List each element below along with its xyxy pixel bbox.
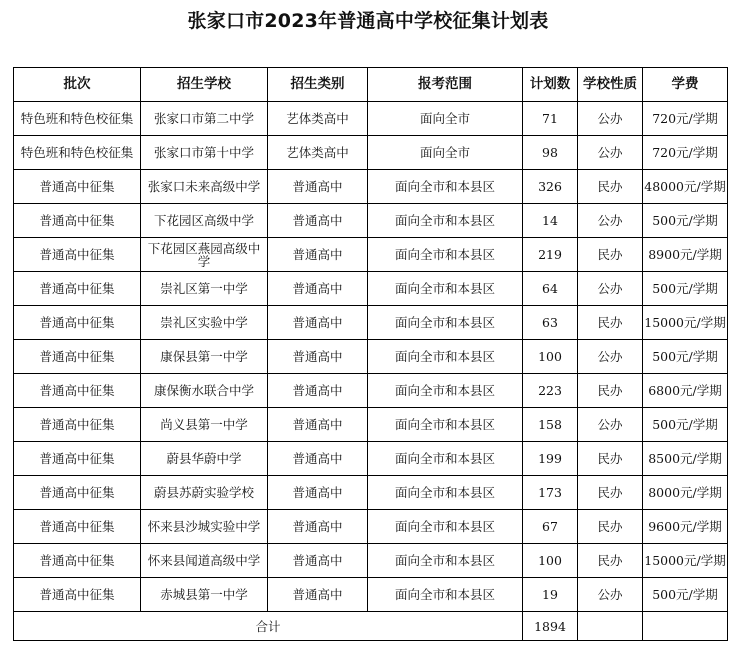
table-row bbox=[14, 102, 728, 136]
header-school-nature: 学校性质 bbox=[578, 68, 643, 102]
cell-plan-count: 173 bbox=[523, 476, 578, 510]
cell-plan-count: 19 bbox=[523, 578, 578, 612]
cell-batch: 普通高中征集 bbox=[14, 272, 141, 306]
cell-batch: 普通高中征集 bbox=[14, 408, 141, 442]
table-row bbox=[14, 340, 728, 374]
cell-category: 普通高中 bbox=[268, 272, 368, 306]
cell-plan-count: 14 bbox=[523, 204, 578, 238]
cell-school-nature: 民办 bbox=[578, 306, 643, 340]
cell-plan-count: 64 bbox=[523, 272, 578, 306]
cell-school-nature: 民办 bbox=[578, 170, 643, 204]
page-title: 张家口市2023年普通高中学校征集计划表 bbox=[187, 10, 549, 32]
cell-school-nature: 民办 bbox=[578, 238, 643, 272]
table-row bbox=[14, 136, 728, 170]
header-school: 招生学校 bbox=[141, 68, 268, 102]
cell-tuition: 500元/学期 bbox=[643, 578, 728, 612]
cell-school: 康保县第一中学 bbox=[141, 340, 268, 374]
cell-plan-count: 71 bbox=[523, 102, 578, 136]
cell-plan-count: 199 bbox=[523, 442, 578, 476]
cell-school-nature: 民办 bbox=[578, 510, 643, 544]
cell-school: 蔚县苏蔚实验学校 bbox=[141, 476, 268, 510]
cell-range: 面向全市和本县区 bbox=[368, 544, 523, 578]
cell-school-nature: 民办 bbox=[578, 442, 643, 476]
header-range: 报考范围 bbox=[368, 68, 523, 102]
table-row bbox=[14, 510, 728, 544]
cell-range: 面向全市和本县区 bbox=[368, 578, 523, 612]
cell-school: 尚义县第一中学 bbox=[141, 408, 268, 442]
cell-batch: 普通高中征集 bbox=[14, 374, 141, 408]
cell-tuition: 8500元/学期 bbox=[643, 442, 728, 476]
total-row bbox=[14, 612, 728, 641]
table-row bbox=[14, 306, 728, 340]
cell-school-nature: 民办 bbox=[578, 476, 643, 510]
cell-range: 面向全市和本县区 bbox=[368, 408, 523, 442]
cell-range: 面向全市和本县区 bbox=[368, 204, 523, 238]
cell-batch: 普通高中征集 bbox=[14, 578, 141, 612]
header-category: 招生类别 bbox=[268, 68, 368, 102]
cell-category: 普通高中 bbox=[268, 306, 368, 340]
table-header-row bbox=[14, 68, 728, 102]
cell-category: 艺体类高中 bbox=[268, 136, 368, 170]
cell-batch: 普通高中征集 bbox=[14, 510, 141, 544]
total-empty-nature bbox=[578, 612, 643, 641]
cell-range: 面向全市和本县区 bbox=[368, 476, 523, 510]
cell-category: 普通高中 bbox=[268, 408, 368, 442]
cell-plan-count: 158 bbox=[523, 408, 578, 442]
cell-plan-count: 63 bbox=[523, 306, 578, 340]
cell-school: 怀来县闻道高级中学 bbox=[141, 544, 268, 578]
cell-range: 面向全市和本县区 bbox=[368, 374, 523, 408]
cell-batch: 普通高中征集 bbox=[14, 476, 141, 510]
cell-school-nature: 公办 bbox=[578, 340, 643, 374]
table-row bbox=[14, 272, 728, 306]
cell-school-nature: 民办 bbox=[578, 374, 643, 408]
table-row bbox=[14, 442, 728, 476]
total-label: 合计 bbox=[14, 612, 523, 641]
table-row bbox=[14, 578, 728, 612]
cell-range: 面向全市和本县区 bbox=[368, 442, 523, 476]
cell-school: 崇礼区第一中学 bbox=[141, 272, 268, 306]
cell-batch: 普通高中征集 bbox=[14, 306, 141, 340]
cell-tuition: 500元/学期 bbox=[643, 204, 728, 238]
table-row bbox=[14, 408, 728, 442]
cell-range: 面向全市 bbox=[368, 102, 523, 136]
cell-tuition: 15000元/学期 bbox=[643, 544, 728, 578]
cell-school: 下花园区燕园高级中学 bbox=[141, 238, 268, 272]
cell-plan-count: 100 bbox=[523, 340, 578, 374]
cell-batch: 普通高中征集 bbox=[14, 340, 141, 374]
cell-tuition: 500元/学期 bbox=[643, 272, 728, 306]
cell-tuition: 48000元/学期 bbox=[643, 170, 728, 204]
cell-batch: 普通高中征集 bbox=[14, 544, 141, 578]
total-empty-tuition bbox=[643, 612, 728, 641]
cell-plan-count: 100 bbox=[523, 544, 578, 578]
cell-tuition: 9600元/学期 bbox=[643, 510, 728, 544]
cell-range: 面向全市和本县区 bbox=[368, 170, 523, 204]
cell-category: 普通高中 bbox=[268, 340, 368, 374]
cell-tuition: 500元/学期 bbox=[643, 340, 728, 374]
cell-school-nature: 公办 bbox=[578, 136, 643, 170]
table-row bbox=[14, 476, 728, 510]
cell-category: 普通高中 bbox=[268, 170, 368, 204]
table-row bbox=[14, 374, 728, 408]
cell-category: 普通高中 bbox=[268, 238, 368, 272]
enrollment-plan-table bbox=[13, 67, 728, 641]
cell-school-nature: 公办 bbox=[578, 102, 643, 136]
cell-school-nature: 公办 bbox=[578, 578, 643, 612]
cell-school: 崇礼区实验中学 bbox=[141, 306, 268, 340]
cell-batch: 普通高中征集 bbox=[14, 238, 141, 272]
cell-tuition: 6800元/学期 bbox=[643, 374, 728, 408]
table-row bbox=[14, 544, 728, 578]
total-plan-count: 1894 bbox=[523, 612, 578, 641]
cell-batch: 特色班和特色校征集 bbox=[14, 136, 141, 170]
cell-school-nature: 公办 bbox=[578, 272, 643, 306]
header-tuition: 学费 bbox=[643, 68, 728, 102]
cell-school: 康保衡水联合中学 bbox=[141, 374, 268, 408]
cell-school-nature: 公办 bbox=[578, 204, 643, 238]
cell-school-nature: 民办 bbox=[578, 544, 643, 578]
cell-category: 普通高中 bbox=[268, 544, 368, 578]
cell-tuition: 8000元/学期 bbox=[643, 476, 728, 510]
header-batch: 批次 bbox=[14, 68, 141, 102]
cell-school: 赤城县第一中学 bbox=[141, 578, 268, 612]
cell-category: 普通高中 bbox=[268, 374, 368, 408]
table-row bbox=[14, 238, 728, 272]
cell-batch: 普通高中征集 bbox=[14, 204, 141, 238]
cell-school: 张家口未来高级中学 bbox=[141, 170, 268, 204]
cell-school: 下花园区高级中学 bbox=[141, 204, 268, 238]
cell-tuition: 15000元/学期 bbox=[643, 306, 728, 340]
cell-school: 蔚县华蔚中学 bbox=[141, 442, 268, 476]
cell-category: 普通高中 bbox=[268, 476, 368, 510]
cell-category: 普通高中 bbox=[268, 204, 368, 238]
cell-tuition: 8900元/学期 bbox=[643, 238, 728, 272]
cell-tuition: 720元/学期 bbox=[643, 136, 728, 170]
cell-plan-count: 67 bbox=[523, 510, 578, 544]
cell-school-nature: 公办 bbox=[578, 408, 643, 442]
cell-batch: 特色班和特色校征集 bbox=[14, 102, 141, 136]
cell-range: 面向全市和本县区 bbox=[368, 510, 523, 544]
cell-range: 面向全市 bbox=[368, 136, 523, 170]
cell-range: 面向全市和本县区 bbox=[368, 340, 523, 374]
cell-tuition: 720元/学期 bbox=[643, 102, 728, 136]
table-row bbox=[14, 204, 728, 238]
cell-plan-count: 98 bbox=[523, 136, 578, 170]
cell-category: 普通高中 bbox=[268, 510, 368, 544]
cell-plan-count: 326 bbox=[523, 170, 578, 204]
cell-batch: 普通高中征集 bbox=[14, 442, 141, 476]
cell-category: 普通高中 bbox=[268, 442, 368, 476]
table-body bbox=[14, 102, 728, 612]
cell-category: 普通高中 bbox=[268, 578, 368, 612]
cell-plan-count: 223 bbox=[523, 374, 578, 408]
cell-category: 艺体类高中 bbox=[268, 102, 368, 136]
cell-batch: 普通高中征集 bbox=[14, 170, 141, 204]
cell-school: 张家口市第二中学 bbox=[141, 102, 268, 136]
cell-school: 怀来县沙城实验中学 bbox=[141, 510, 268, 544]
cell-school: 张家口市第十中学 bbox=[141, 136, 268, 170]
cell-plan-count: 219 bbox=[523, 238, 578, 272]
cell-range: 面向全市和本县区 bbox=[368, 272, 523, 306]
table-row bbox=[14, 170, 728, 204]
header-plan-count: 计划数 bbox=[523, 68, 578, 102]
cell-tuition: 500元/学期 bbox=[643, 408, 728, 442]
cell-range: 面向全市和本县区 bbox=[368, 238, 523, 272]
cell-range: 面向全市和本县区 bbox=[368, 306, 523, 340]
